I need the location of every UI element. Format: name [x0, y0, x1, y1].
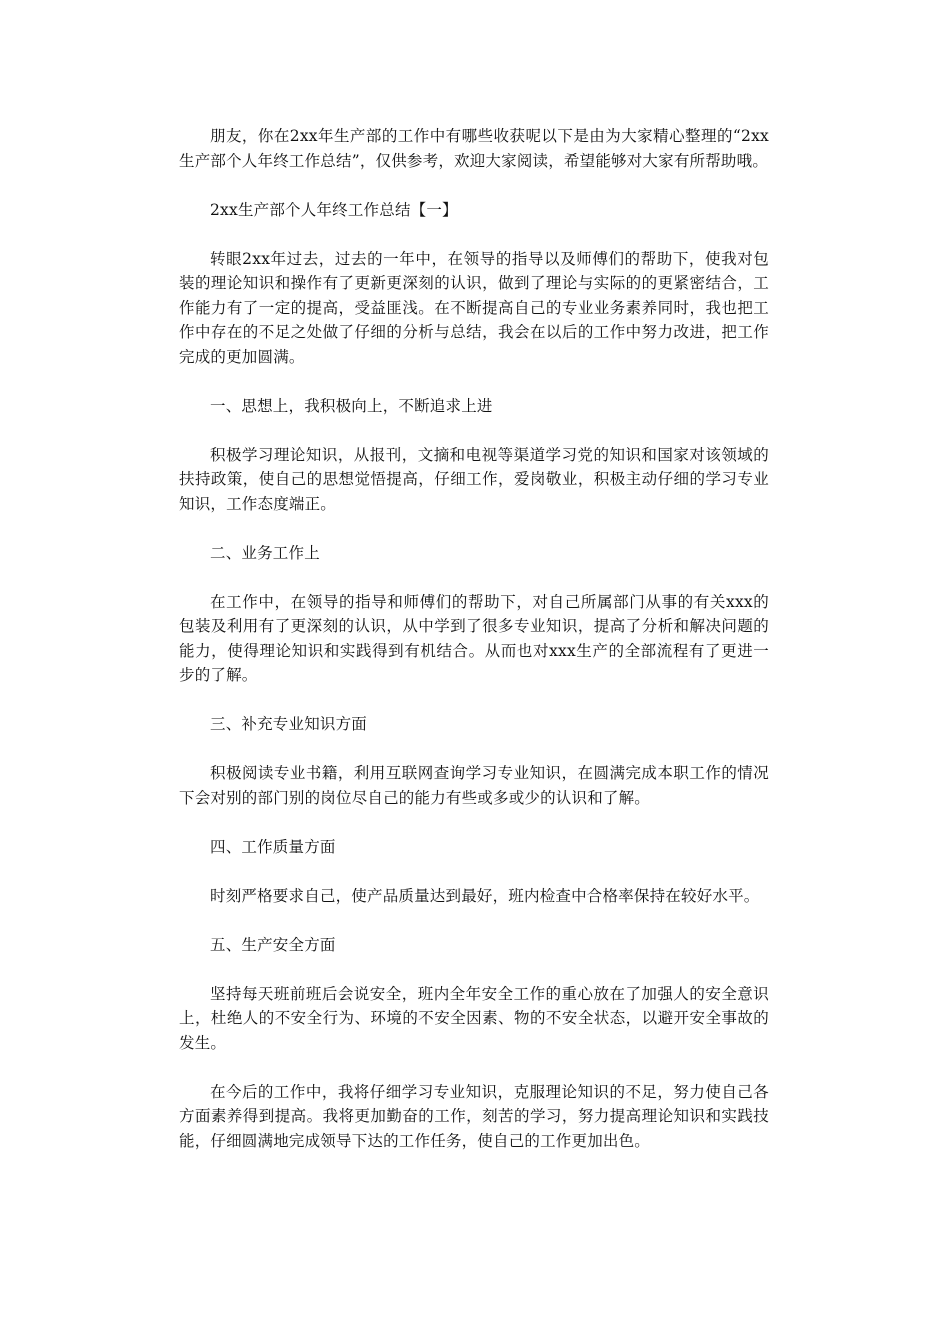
opening-paragraph: 转眼2xx年过去，过去的一年中，在领导的指导以及师傅们的帮助下，使我对包装的理论知识和操作有了更新更深刻的认识，做到了理论与实际的的更紧密结合，工作能力有了一定的提高，受益匪浅。在不断提高自己的专业业务素养同时，我也把工作中存在的不足之处做了仔细的分析与总结，我会在以后的工作中努力改进，把工作完成的更加圆满。 — [179, 249, 769, 366]
section-body-4: 时刻严格要求自己，使产品质量达到最好，班内检查中合格率保持在较好水平。 — [210, 886, 760, 905]
section-body-3: 积极阅读专业书籍，利用互联网查询学习专业知识，在圆满完成本职工作的情况下会对别的部门别的岗位尽自己的能力有些或多或少的认识和了解。 — [179, 764, 769, 807]
section-heading-1: 一、思想上，我积极向上，不断追求上进 — [210, 396, 493, 415]
section-body-2: 在工作中，在领导的指导和师傅们的帮助下，对自己所属部门从事的有关xxx的包装及利用有了更深刻的认识，从中学到了很多专业知识，提高了分析和解决问题的能力，使得理论知识和实践得到有机结合。从而也对xxx生产的全部流程有了更进一步的了解。 — [179, 592, 769, 684]
intro-paragraph: 朋友，你在2xx年生产部的工作中有哪些收获呢以下是由为大家精心整理的“2xx生产部个人年终工作总结”，仅供参考，欢迎大家阅读，希望能够对大家有所帮助哦。 — [179, 127, 769, 170]
section-heading-4: 四、工作质量方面 — [210, 837, 336, 856]
document-title: 2xx生产部个人年终工作总结【一】 — [210, 200, 458, 219]
section-heading-5: 五、生产安全方面 — [210, 935, 336, 954]
section-body-1: 积极学习理论知识，从报刊，文摘和电视等渠道学习党的知识和国家对该领域的扶持政策，使自己的思想觉悟提高，仔细工作，爱岗敬业，积极主动仔细的学习专业知识，工作态度端正。 — [179, 445, 769, 513]
section-heading-2: 二、业务工作上 — [210, 543, 320, 562]
closing-paragraph: 在今后的工作中，我将仔细学习专业知识，克服理论知识的不足，努力使自己各方面素养得到提高。我将更加勤奋的工作，刻苦的学习，努力提高理论知识和实践技能，仔细圆满地完成领导下达的工作任务，使自己的工作更加出色。 — [179, 1082, 769, 1150]
section-heading-3: 三、补充专业知识方面 — [210, 715, 368, 733]
document-body — [179, 124, 769, 1178]
section-body-5: 坚持每天班前班后会说安全，班内全年安全工作的重心放在了加强人的安全意识上，杜绝人的不安全行为、环境的不安全因素、物的不安全状态，以避开安全事故的发生。 — [179, 984, 769, 1052]
